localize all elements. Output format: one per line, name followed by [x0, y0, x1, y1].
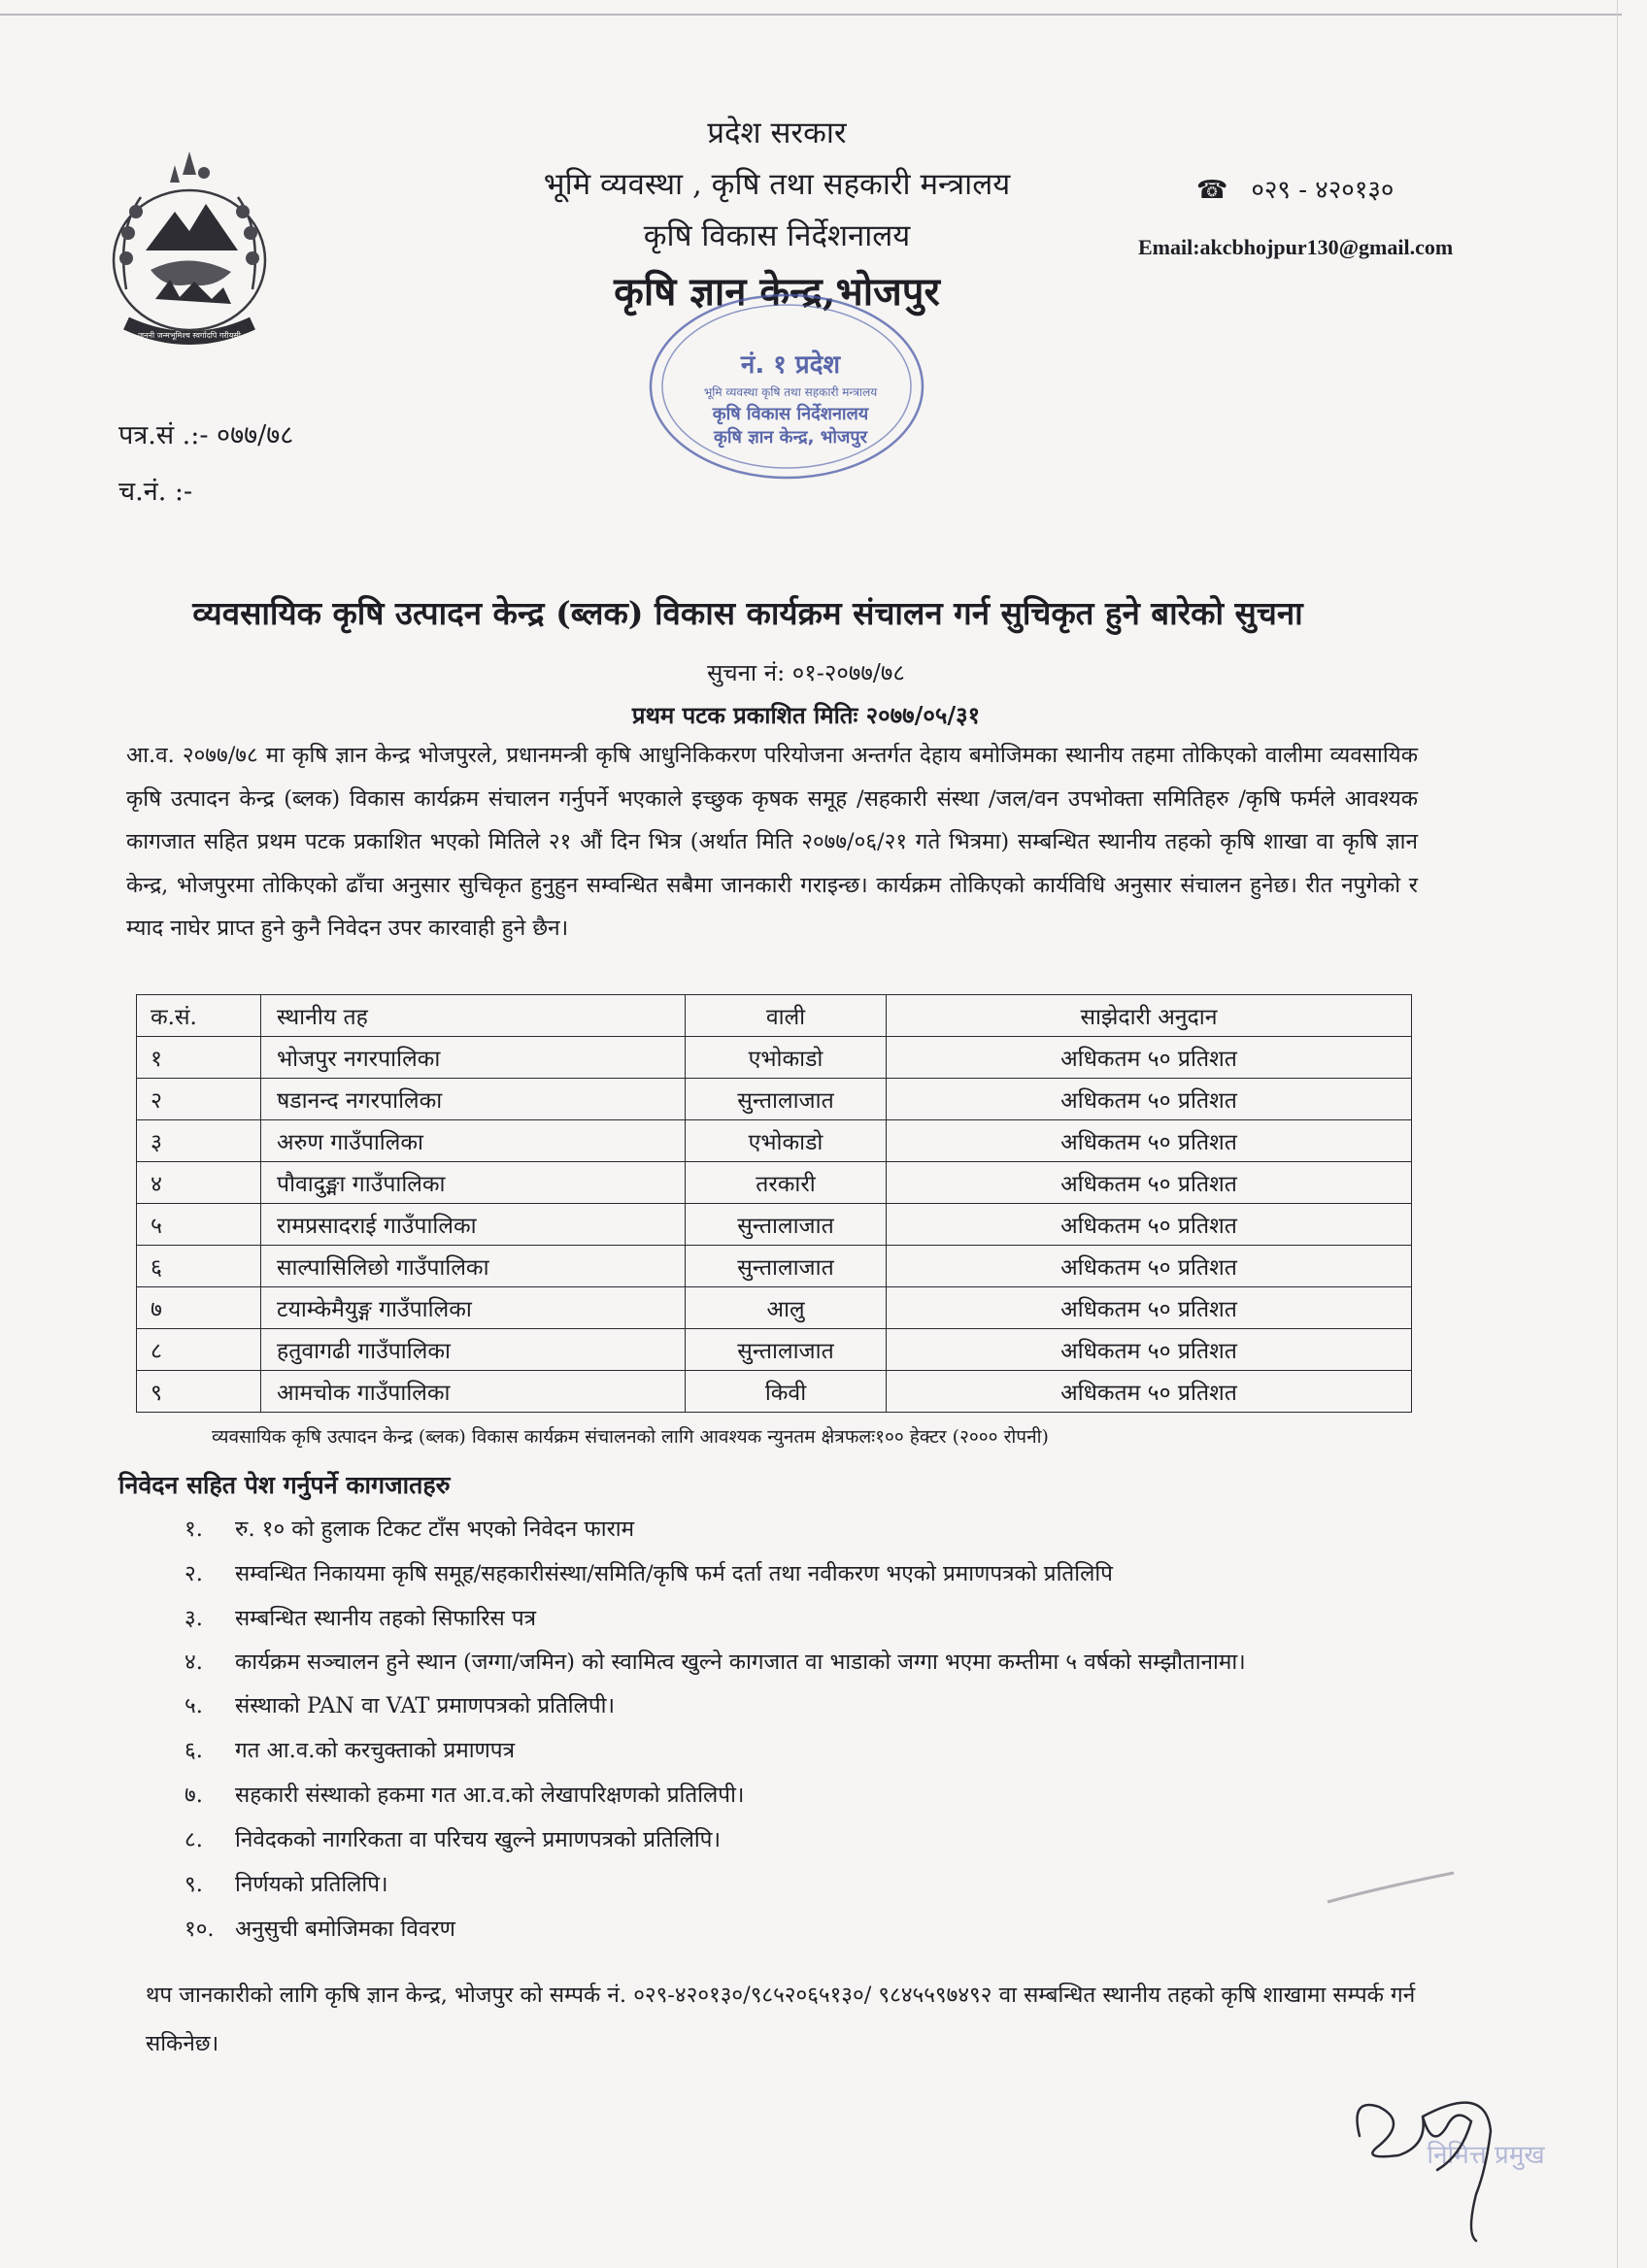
table-header-row — [137, 995, 1412, 1037]
cell-crop: सुन्तालाजात — [686, 1329, 887, 1371]
header-serial: क.सं. — [137, 995, 261, 1037]
stamp-directorate: कृषि विकास निर्देशनालय — [712, 404, 869, 424]
cell-local-level: रामप्रसादराई गाउँपालिका — [261, 1204, 686, 1246]
cell-serial: ३ — [137, 1120, 261, 1162]
stamp-province: नं. १ प्रदेश — [740, 350, 841, 380]
scan-smudge — [1323, 1868, 1459, 1907]
cell-serial: २ — [137, 1079, 261, 1120]
cell-subsidy: अधिकतम ५० प्रतिशत — [887, 1287, 1412, 1329]
cell-crop: सुन्तालाजात — [686, 1079, 887, 1120]
stamp-ministry: भूमि व्यवस्था कृषि तथा सहकारी मन्त्रालय — [703, 385, 878, 399]
cell-local-level: आमचोक गाउँपालिका — [261, 1371, 686, 1413]
cell-crop: आलु — [686, 1287, 887, 1329]
cell-serial: ९ — [137, 1371, 261, 1413]
cell-local-level: टयाम्केमैयुङ्ग गाउँपालिका — [261, 1287, 686, 1329]
list-item — [185, 1818, 1428, 1862]
official-signature — [1340, 2078, 1593, 2243]
ministry-line: भूमि व्यवस्था , कृषि तथा सहकारी मन्त्रालय — [543, 166, 1011, 202]
item-text: सम्बन्धित स्थानीय तहको सिफारिस पत्र — [235, 1606, 537, 1631]
telephone-icon: ☎ — [1196, 176, 1228, 205]
cell-subsidy: अधिकतम ५० प्रतिशत — [887, 1329, 1412, 1371]
emblem-motto: जननी जन्मभूमिश्च स्वर्गादपि गरीयसी — [138, 331, 241, 340]
phone-contact — [1196, 171, 1394, 206]
list-item — [185, 1728, 1428, 1773]
office-name: कृषि ज्ञान केन्द्र,भोजपुर — [614, 269, 940, 316]
item-text: निर्णयको प्रतिलिपि। — [235, 1872, 388, 1897]
header-crop: वाली — [686, 995, 887, 1037]
cell-serial: ६ — [137, 1246, 261, 1287]
cell-crop: किवी — [686, 1371, 887, 1413]
required-documents-heading: निवेदन सहित पेश गर्नुपर्ने कागजातहरु — [118, 1471, 451, 1499]
item-text: कार्यक्रम सञ्चालन हुने स्थान (जग्गा/जमिन) को स्वामित्व खुल्ने कागजात वा भाडाको जग्गा भएमा कम्तीमा ५ वर्षको सम्झौतानामा। — [235, 1650, 1246, 1675]
table-row — [137, 1204, 1412, 1246]
header-local-level: स्थानीय तह — [261, 995, 686, 1037]
cell-subsidy: अधिकतम ५० प्रतिशत — [887, 1120, 1412, 1162]
signatory-stamp: निमित्त प्रमुख — [1427, 2141, 1545, 2170]
government-line: प्रदेश सरकार — [707, 116, 847, 150]
item-number: १. — [185, 1517, 203, 1542]
cell-subsidy: अधिकतम ५० प्रतिशत — [887, 1204, 1412, 1246]
cell-local-level: पौवादुङ्मा गाउँपालिका — [261, 1162, 686, 1204]
list-item — [185, 1773, 1428, 1818]
item-text: सहकारी संस्थाको हकमा गत आ.व.को लेखापरिक्षणको प्रतिलिपी। — [235, 1783, 745, 1808]
letter-number: पत्र.सं .:- ०७७/७८ — [118, 420, 294, 450]
cell-subsidy: अधिकतम ५० प्रतिशत — [887, 1246, 1412, 1287]
cell-crop: एभोकाडो — [686, 1037, 887, 1079]
required-documents-list — [185, 1507, 1428, 1951]
cell-crop: सुन्तालाजात — [686, 1204, 887, 1246]
table-row — [137, 1037, 1412, 1079]
item-number: ४. — [185, 1650, 203, 1675]
cell-serial: ७ — [137, 1287, 261, 1329]
notice-number: सुचना नं: ०१-२०७७/७८ — [707, 659, 905, 686]
item-number: ८. — [185, 1827, 203, 1852]
header-subsidy: साझेदारी अनुदान — [887, 995, 1412, 1037]
item-text: संस्थाको PAN वा VAT प्रमाणपत्रको प्रतिलिपी। — [235, 1693, 616, 1718]
cell-crop: तरकारी — [686, 1162, 887, 1204]
item-number: २. — [185, 1561, 203, 1586]
cell-subsidy: अधिकतम ५० प्रतिशत — [887, 1037, 1412, 1079]
item-text: सम्वन्धित निकायमा कृषि समूह/सहकारीसंस्था/समिति/कृषि फर्म दर्ता तथा नवीकरण भएको प्रमाणपत्रको प्रतिलिपि — [235, 1561, 1113, 1586]
item-number: ५. — [185, 1693, 203, 1718]
dispatch-number: च.नं. :- — [118, 477, 193, 507]
cell-crop: सुन्तालाजात — [686, 1246, 887, 1287]
item-number: १०. — [185, 1917, 215, 1942]
cell-subsidy: अधिकतम ५० प्रतिशत — [887, 1162, 1412, 1204]
list-item — [185, 1507, 1428, 1551]
nepal-emblem-icon — [97, 144, 282, 357]
cell-local-level: भोजपुर नगरपालिका — [261, 1037, 686, 1079]
email-address: Email:akcbhojpur130@gmail.com — [1138, 235, 1454, 259]
table-row — [137, 1079, 1412, 1120]
table-row — [137, 1371, 1412, 1413]
table-row — [137, 1287, 1412, 1329]
cell-local-level: षडानन्द नगरपालिका — [261, 1079, 686, 1120]
cell-serial: ८ — [137, 1329, 261, 1371]
phone-number: ०२९ - ४२०१३० — [1251, 176, 1395, 205]
table-row — [137, 1162, 1412, 1204]
item-number: ९. — [185, 1872, 203, 1897]
contact-footer: थप जानकारीको लागि कृषि ज्ञान केन्द्र, भोजपुर को सम्पर्क नं. ०२९-४२०१३०/९८५२०६५१३०/ ९८४५५९७४९२ वा सम्बन्धित स्थानीय तहको कृषि शाखामा सम्पर्क गर्न सकिनेछ। — [146, 1983, 1416, 2056]
scan-right-edge — [1617, 0, 1618, 2268]
item-text: निवेदकको नागरिकता वा परिचय खुल्ने प्रमाणपत्रको प्रतिलिपि। — [235, 1827, 721, 1852]
item-text: अनुसुची बमोजिमका विवरण — [235, 1917, 455, 1942]
municipality-crop-table — [136, 994, 1412, 1413]
directorate-line: कृषि विकास निर्देशनालय — [643, 217, 911, 253]
stamp-office: कृषि ज्ञान केन्द्र, भोजपुर — [714, 427, 867, 448]
list-item — [185, 1684, 1428, 1728]
table-row — [137, 1329, 1412, 1371]
list-item — [185, 1641, 1428, 1684]
list-item — [185, 1596, 1428, 1641]
cell-subsidy: अधिकतम ५० प्रतिशत — [887, 1079, 1412, 1120]
cell-serial: ५ — [137, 1204, 261, 1246]
cell-crop: एभोकाडो — [686, 1120, 887, 1162]
cell-subsidy: अधिकतम ५० प्रतिशत — [887, 1371, 1412, 1413]
office-stamp — [645, 289, 928, 484]
cell-serial: ४ — [137, 1162, 261, 1204]
list-item — [185, 1907, 1428, 1951]
cell-local-level: अरुण गाउँपालिका — [261, 1120, 686, 1162]
cell-local-level: हतुवागढी गाउँपालिका — [261, 1329, 686, 1371]
notice-title: व्यवसायिक कृषि उत्पादन केन्द्र (ब्लक) विकास कार्यक्रम संचालन गर्न सुचिकृत हुने बारेको सुचना — [192, 594, 1303, 632]
item-number: ३. — [185, 1606, 203, 1631]
list-item — [185, 1551, 1428, 1596]
table-row — [137, 1120, 1412, 1162]
table-row — [137, 1246, 1412, 1287]
notice-body: आ.व. २०७७/७८ मा कृषि ज्ञान केन्द्र भोजपुरले, प्रधानमन्त्री कृषि आधुनिकिकरण परियोजना अन्तर्गत देहाय बमोजिमका स्थानीय तहमा तोकिएको वालीमा व्यवसायिक कृषि उत्पादन केन्द्र (ब्लक) विकास कार्यक्रम संचालन गर्नुपर्ने भएकाले इच्छुक कृषक समूह /सहकारी संस्था /जल/वन उपभोक्ता समितिहरु /कृषि फर्मले आवश्यक कागजात सहित प्रथम पटक प्रकाशित भएको मितिले २१ औं दिन भित्र (अर्थात मिति २०७७/०६/२१ गते भित्रमा) सम्बन्धित स्थानीय तहको कृषि शाखा वा कृषि ज्ञान केन्द्र, भोजपुरमा तोकिएको ढाँचा अनुसार सुचिकृत हुनुहुन सम्वन्धित सबैमा जानकारी गराइन्छ। कार्यक्रम तोकिएको कार्यविधि अनुसार संचालन हुनेछ। रीत नपुगेको र म्याद नाघेर प्राप्त हुने कुनै निवेदन उपर कारवाही हुने छैन। — [126, 743, 1418, 941]
item-text: रु. १० को हुलाक टिकट टाँस भएको निवेदन फाराम — [235, 1517, 635, 1542]
item-number: ७. — [185, 1783, 203, 1808]
list-item — [185, 1862, 1428, 1907]
item-text: गत आ.व.को करचुक्ताको प्रमाणपत्र — [235, 1738, 516, 1763]
item-number: ६. — [185, 1738, 203, 1763]
scan-top-border — [0, 14, 1622, 16]
cell-local-level: साल्पासिलिछो गाउँपालिका — [261, 1246, 686, 1287]
table-footnote: व्यवसायिक कृषि उत्पादन केन्द्र (ब्लक) विकास कार्यक्रम संचालनको लागि आवश्यक न्युनतम क्षेत्रफलः१०० हेक्टर (२००० रोपनी) — [212, 1426, 1049, 1448]
publication-date: प्रथम पटक प्रकाशित मितिः २०७७/०५/३१ — [631, 701, 981, 729]
cell-serial: १ — [137, 1037, 261, 1079]
